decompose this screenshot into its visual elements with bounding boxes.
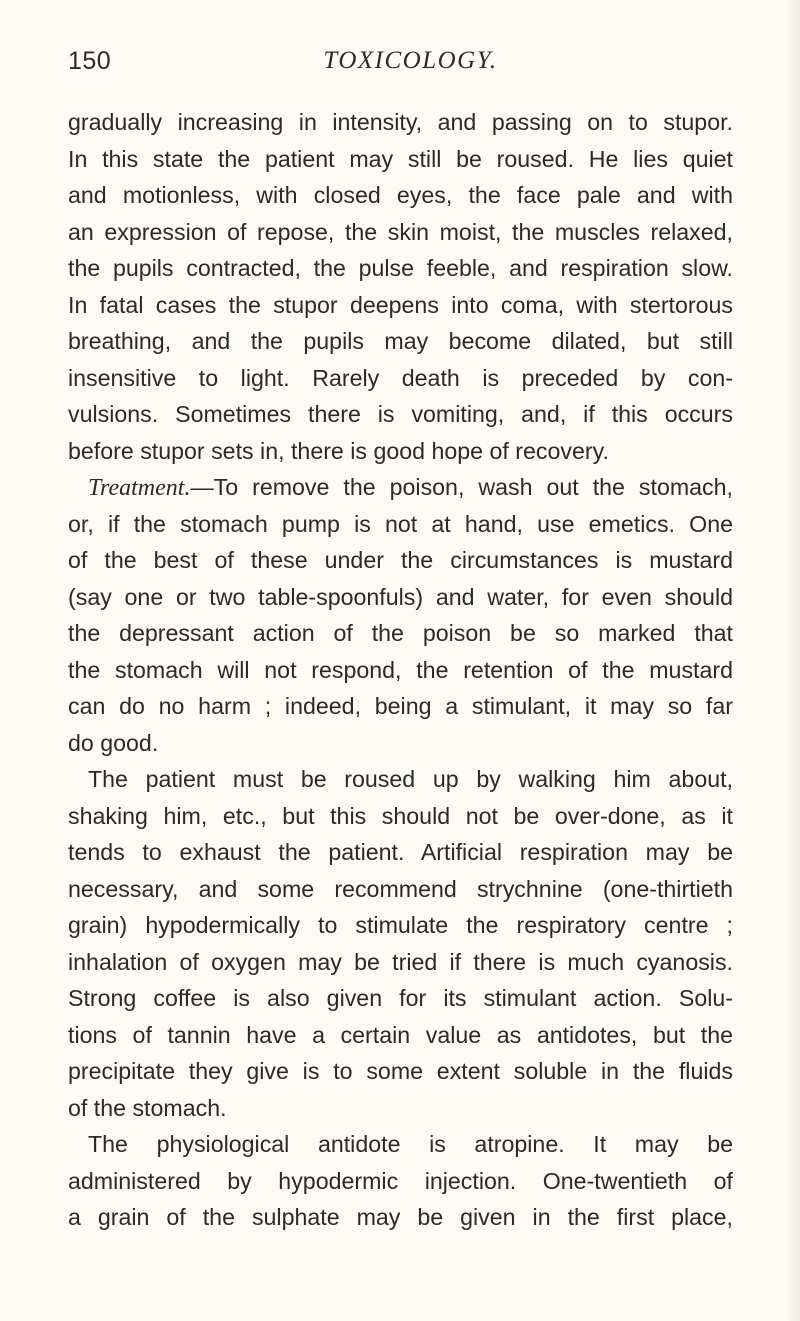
text-line: and motionless, with closed eyes, the face pale and with [68, 182, 733, 208]
text-line: necessary, and some recommend strychnine (one-thirtieth [68, 875, 733, 902]
running-title: TOXICOLOGY. [323, 47, 498, 74]
text-line: The physiological antidote is atropine. It may be [88, 1131, 733, 1157]
text-line: administered by hypodermic injection. One-twentieth of [68, 1167, 733, 1194]
text-line: (say one or two table-spoonfuls) and water, for even should [68, 583, 733, 610]
page-header [68, 44, 733, 78]
text-line: vulsions. Sometimes there is vomiting, and, if this occurs [68, 401, 733, 427]
text-line: tions of tannin have a certain value as antidotes, but the [68, 1021, 733, 1048]
text-line: Strong coffee is also given for its stimulant action. Solu- [68, 985, 733, 1011]
text-line: shaking him, etc., but this should not be over-done, as it [68, 802, 733, 829]
text-line: do good. [68, 729, 159, 756]
text-line: can do no harm ; indeed, being a stimulant, it may so far [68, 693, 733, 719]
text-line: a grain of the sulphate may be given in the first place, [68, 1204, 733, 1230]
treatment-text: —To remove the poison, wash out the stomach, [190, 474, 733, 500]
text-line: the stomach will not respond, the retention of the mustard [68, 656, 733, 683]
text-line: insensitive to light. Rarely death is preceded by con- [68, 364, 733, 391]
page-edge-shadow [786, 0, 800, 1321]
text-line: In fatal cases the stupor deepens into coma, with stertorous [68, 291, 733, 318]
treatment-line [68, 469, 733, 506]
text-line: the depressant action of the poison be so marked that [68, 620, 733, 646]
text-line: of the stomach. [68, 1094, 227, 1121]
text-line: precipitate they give is to some extent soluble in the fluids [68, 1058, 733, 1084]
text-line: tends to exhaust the patient. Artificial respiration may be [68, 839, 733, 865]
text-line: of the best of these under the circumstances is mustard [68, 547, 733, 573]
text-line: gradually increasing in intensity, and passing on to stupor. [68, 109, 733, 135]
page-number: 150 [68, 47, 112, 75]
text-line: the pupils contracted, the pulse feeble, and respiration slow. [68, 255, 733, 281]
text-line: breathing, and the pupils may become dilated, but still [68, 328, 733, 354]
text-line: The patient must be roused up by walking him about, [88, 766, 733, 792]
treatment-heading: Treatment. [88, 475, 191, 501]
text-line: before stupor sets in, there is good hope of recovery. [68, 437, 609, 464]
body-text [68, 104, 733, 1236]
text-line: or, if the stomach pump is not at hand, use emetics. One [68, 510, 733, 537]
text-line: grain) hypodermically to stimulate the respiratory centre ; [68, 912, 733, 938]
text-line: an expression of repose, the skin moist, the muscles relaxed, [68, 218, 733, 245]
text-line: In this state the patient may still be roused. He lies quiet [68, 145, 733, 172]
text-line: inhalation of oxygen may be tried if there is much cyanosis. [68, 948, 733, 975]
